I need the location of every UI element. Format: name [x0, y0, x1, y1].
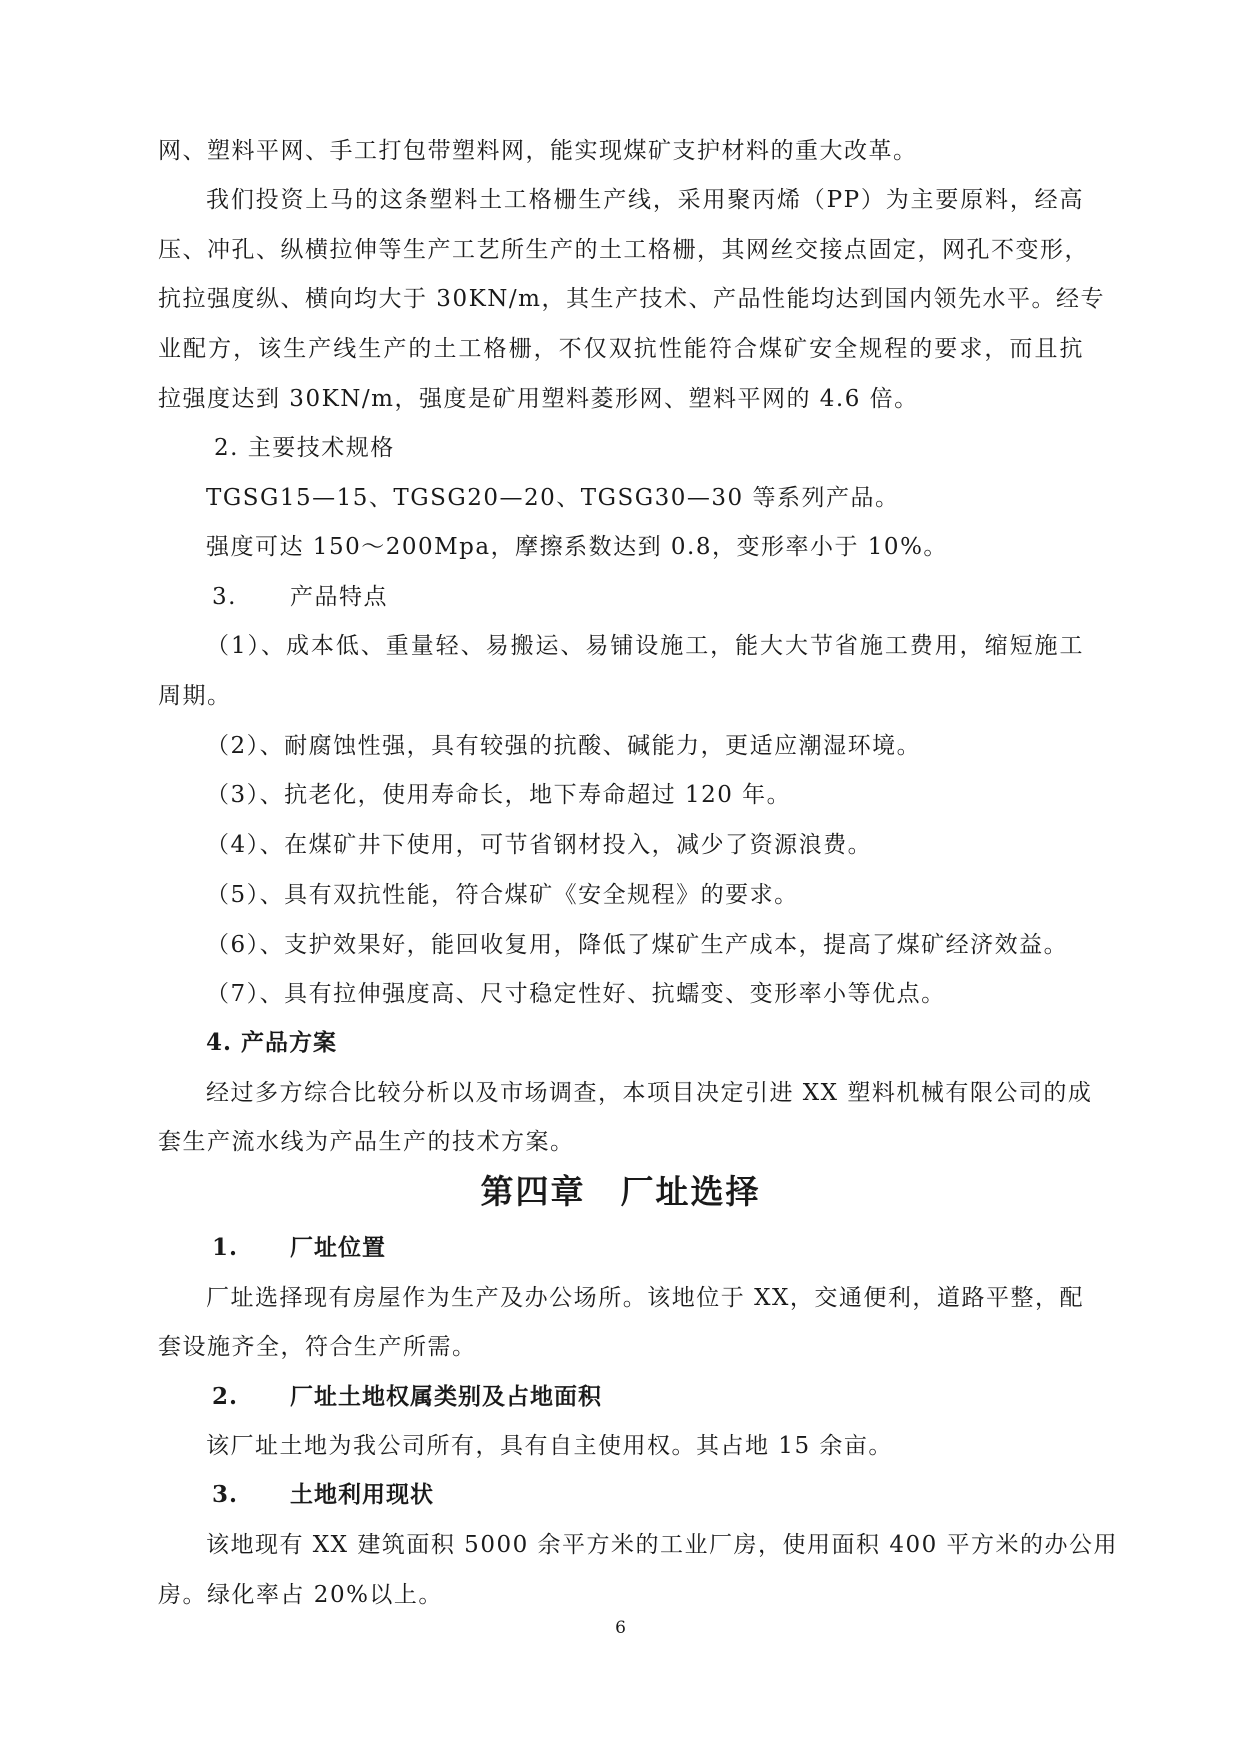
paragraph-line: 压、冲孔、纵横拉伸等生产工艺所生产的土工格栅，其网丝交接点固定，网孔不变形， [158, 237, 1089, 263]
section-heading [212, 1480, 434, 1510]
paragraph-line: 房。绿化率占 20%以上。 [158, 1582, 443, 1608]
section-heading [212, 582, 388, 612]
section-heading [212, 1382, 602, 1412]
heading-number: 3. [212, 1481, 239, 1508]
paragraph-line: 套设施齐全，符合生产所需。 [158, 1334, 477, 1360]
paragraph-line: 业配方，该生产线生产的土工格栅，不仅双抗性能符合煤矿安全规程的要求，而且抗 [158, 336, 1084, 362]
heading-text: 产品特点 [290, 584, 388, 610]
section-heading: 4. 产品方案 [206, 1029, 338, 1056]
list-item: （4）、在煤矿井下使用，可节省钢材投入，减少了资源浪费。 [206, 832, 873, 858]
page-number: 6 [615, 1618, 626, 1638]
paragraph-line: 我们投资上马的这条塑料土工格栅生产线，采用聚丙烯（PP）为主要原料，经高 [206, 187, 1084, 213]
list-item: （1）、成本低、重量轻、易搬运、易铺设施工，能大大节省施工费用，缩短施工 [206, 633, 1084, 659]
list-item: （6）、支护效果好，能回收复用，降低了煤矿生产成本，提高了煤矿经济效益。 [206, 932, 1069, 958]
section-heading [212, 1233, 386, 1263]
paragraph-line: 该厂址土地为我公司所有，具有自主使用权。其占地 15 余亩。 [206, 1433, 893, 1459]
paragraph-line: 套生产流水线为产品生产的技术方案。 [158, 1129, 575, 1155]
list-item: （3）、抗老化，使用寿命长，地下寿命超过 120 年。 [206, 782, 792, 808]
heading-text: 厂址位置 [290, 1234, 386, 1261]
heading-number: 2. [212, 1383, 239, 1410]
heading-text: 土地利用现状 [290, 1481, 434, 1508]
list-item: （7）、具有拉伸强度高、尺寸稳定性好、抗蠕变、变形率小等优点。 [206, 981, 946, 1007]
paragraph-line: 拉强度达到 30KN/m，强度是矿用塑料菱形网、塑料平网的 4.6 倍。 [158, 386, 919, 412]
section-heading: 2. 主要技术规格 [214, 435, 395, 461]
paragraph-line: 经过多方综合比较分析以及市场调查，本项目决定引进 XX 塑料机械有限公司的成 [206, 1080, 1093, 1106]
list-item: （5）、具有双抗性能，符合煤矿《安全规程》的要求。 [206, 882, 799, 908]
list-item-continuation: 周期。 [158, 683, 232, 709]
heading-number: 3. [212, 584, 237, 610]
chapter-title: 第四章 厂址选择 [480, 1172, 761, 1211]
list-item: （2）、耐腐蚀性强，具有较强的抗酸、碱能力，更适应潮湿环境。 [206, 733, 922, 759]
paragraph-line: 该地现有 XX 建筑面积 5000 余平方米的工业厂房，使用面积 400 平方米的办公用 [206, 1532, 1119, 1558]
paragraph-line: TGSG15—15、TGSG20—20、TGSG30—30 等系列产品。 [206, 485, 900, 511]
heading-number: 1. [212, 1234, 239, 1261]
paragraph-line: 强度可达 150～200Mpa，摩擦系数达到 0.8，变形率小于 10%。 [206, 534, 948, 560]
paragraph-line: 抗拉强度纵、横向均大于 30KN/m，其生产技术、产品性能均达到国内领先水平。经专 [158, 286, 1105, 312]
heading-text: 厂址土地权属类别及占地面积 [290, 1383, 602, 1410]
paragraph-line: 网、塑料平网、手工打包带塑料网，能实现煤矿支护材料的重大改革。 [158, 138, 918, 164]
paragraph-line: 厂址选择现有房屋作为生产及办公场所。该地位于 XX，交通便利，道路平整，配 [206, 1285, 1084, 1311]
